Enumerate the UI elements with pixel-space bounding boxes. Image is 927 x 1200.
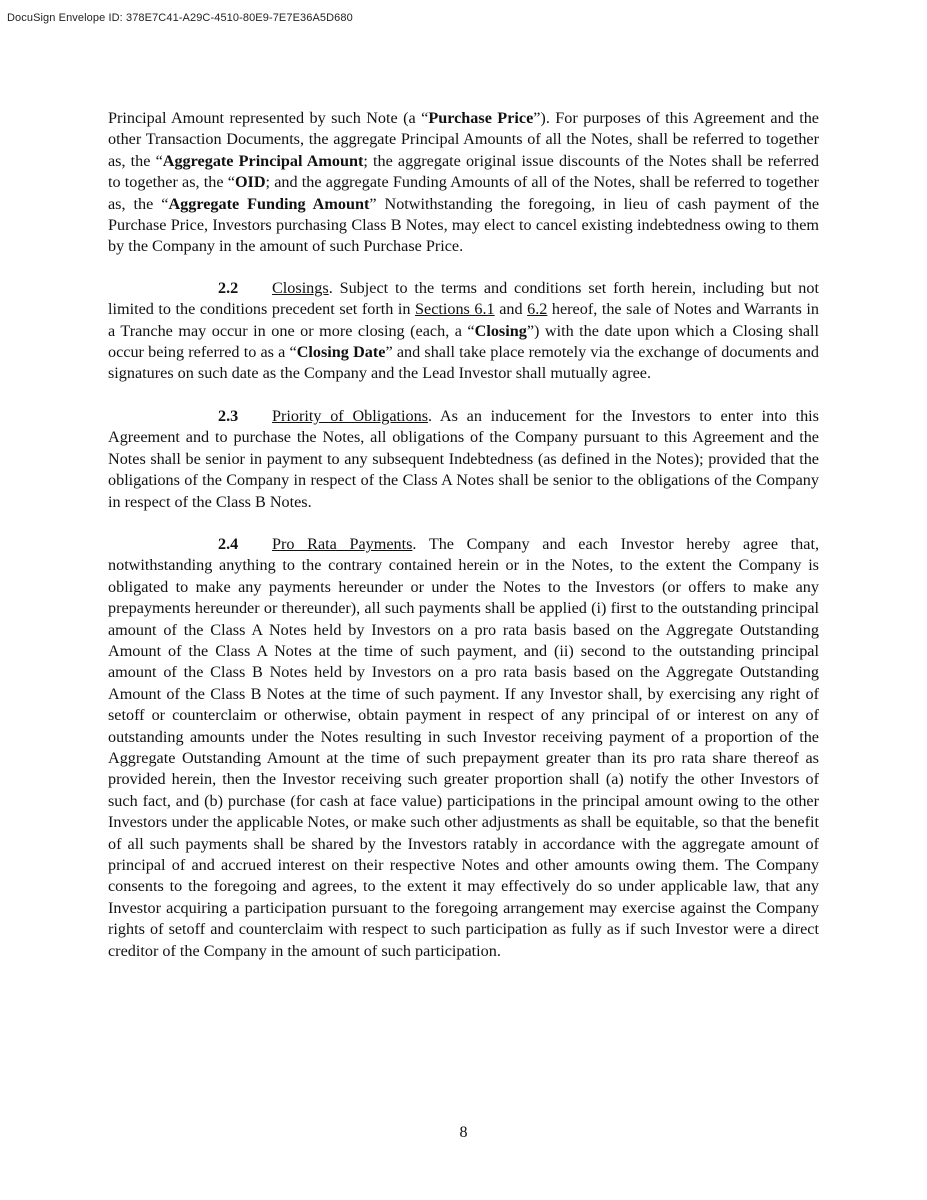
section-reference-link[interactable]: Sections 6.1 bbox=[415, 300, 495, 319]
section-text-1: . Subject to the terms and conditions set forth herein, including but not limited to the conditions precedent set forth in bbox=[108, 278, 819, 319]
intro-text-4: ; and the aggregate Funding Amounts of all of the Notes, shall be referred to together as, the “ bbox=[108, 173, 819, 213]
defined-term-aggregate-funding-amount: Aggregate Funding Amount bbox=[168, 194, 370, 213]
defined-term-oid: OID bbox=[234, 173, 266, 192]
section-2-4 bbox=[108, 534, 819, 962]
section-heading: Closings bbox=[272, 278, 329, 297]
section-2-2 bbox=[108, 278, 819, 385]
section-number: 2.3 bbox=[218, 406, 239, 425]
section-heading: Priority of Obligations bbox=[272, 406, 428, 425]
intro-text-1: Principal Amount represented by such Note (a “ bbox=[108, 109, 429, 127]
defined-term-closing: Closing bbox=[474, 321, 527, 340]
section-number: 2.2 bbox=[218, 278, 239, 297]
page-number: 8 bbox=[459, 1124, 468, 1141]
intro-text-3: ; the aggregate original issue discounts of the Notes shall be referred to together as, the “ bbox=[108, 151, 819, 192]
docusign-envelope-header bbox=[7, 12, 353, 24]
section-text-4: ”) with the date upon which a Closing shall occur being referred to as a “ bbox=[108, 321, 819, 362]
intro-text-2: ”). For purposes of this Agreement and the other Transaction Documents, the aggregate Principal Amounts of all the Notes, shall be referred to together as, the “ bbox=[108, 109, 819, 170]
section-text-3: hereof, the sale of Notes and Warrants in a Tranche may occur in one or more closing (each, a “ bbox=[108, 300, 819, 340]
section-number: 2.4 bbox=[218, 534, 239, 553]
page-body bbox=[108, 108, 819, 962]
defined-term-purchase-price: Purchase Price bbox=[428, 109, 534, 127]
defined-term-closing-date: Closing Date bbox=[296, 343, 386, 362]
section-2-3 bbox=[108, 406, 819, 513]
section-text-2: and bbox=[494, 300, 528, 319]
section-reference-link[interactable]: 6.2 bbox=[527, 300, 548, 319]
section-body: . As an inducement for the Investors to enter into this Agreement and to purchase the Notes, all obligations of the Company pursuant to this Agreement and the Notes shall be senior in payment to any subsequent Indebtedness (as defined in the Notes); provided that the obligations of the Company in respect of the Class A Notes shall be senior to the obligations of the Company in respect of the Class B Notes. bbox=[108, 406, 819, 511]
envelope-label: DocuSign Envelope ID: bbox=[7, 12, 123, 24]
section-heading: Pro Rata Payments bbox=[272, 534, 413, 553]
section-body: . The Company and each Investor hereby agree that, notwithstanding anything to the contrary contained herein or in the Notes, to the extent the Company is obligated to make any payments hereunder or under the Notes to the Investors (or offers to make any prepayments hereunder or thereunder), all such payments shall be applied (i) first to the outstanding principal amount of the Class A Notes held by Investors on a pro rata basis based on the Aggregate Outstanding Amount of the Class A Notes at the time of such payment, and (ii) second to the outstanding principal amount of the Class B Notes held by Investors on a pro rata basis based on the Aggregate Outstanding Amount of the Class B Notes at the time of such payment. If any Investor shall, by exercising any right of setoff or counterclaim or otherwise, obtain payment in respect of any principal of or interest on any of outstanding amounts under the Notes resulting in such Investor receiving payment of a proportion of the Aggregate Outstanding Amount at the time of such prepayment greater than its pro rata share thereof as provided herein, then the Investor receiving such greater proportion shall (a) notify the other Investors of such fact, and (b) purchase (for cash at face value) participations in the principal amount owing to the other Investors under the applicable Notes, or make such other adjustments as shall be equitable, so that the benefit of all such payments shall be shared by the Investors ratably in accordance with the aggregate amount of principal of and accrued interest on their respective Notes and other amounts owing them. The Company consents to the foregoing and agrees, to the extent it may effectively do so under applicable law, that any Investor acquiring a participation pursuant to the foregoing arrangement may exercise against the Company rights of setoff and counterclaim with respect to such participation as fully as if such Investor were a direct creditor of the Company in the amount of such participation. bbox=[108, 534, 819, 960]
intro-paragraph bbox=[108, 108, 819, 258]
defined-term-aggregate-principal-amount: Aggregate Principal Amount bbox=[162, 151, 364, 170]
intro-text-5: ” Notwithstanding the foregoing, in lieu of cash payment of the Purchase Price, Investors purchasing Class B Notes, may elect to cancel existing indebtedness owing to them by the Company in the amount of such Purchase Price. bbox=[108, 194, 820, 256]
envelope-id: 378E7C41-A29C-4510-80E9-7E7E36A5D680 bbox=[126, 12, 353, 24]
section-text-5: ” and shall take place remotely via the exchange of documents and signatures on such date as the Company and the Lead Investor shall mutually agree. bbox=[108, 343, 819, 383]
